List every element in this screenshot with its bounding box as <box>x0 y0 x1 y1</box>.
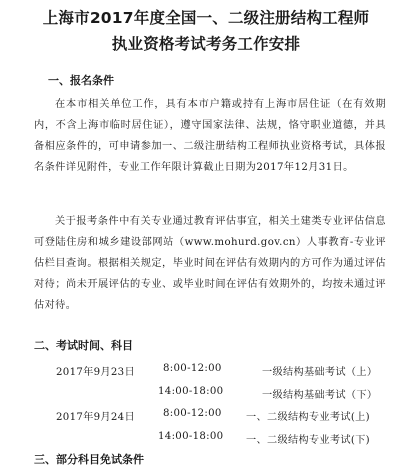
paragraph-registration-conditions: 在本市相关单位工作，具有本市户籍或持有上海市居住证（在有效期内，不含上海市临时居住证），遵守国家法律、法规，恪守职业道德，并具备相应条件的，可申请参加一、二级注册结构工程师执业资格考试，具体报名条件详见附件，专业工作年限计算截止日期为2017年12月31日。 <box>34 99 386 173</box>
schedule-subject: 一、二级结构专业考试(下) <box>246 435 370 446</box>
schedule-date: 2017年9月23日 <box>56 367 135 378</box>
schedule-subject: 一、二级结构专业考试(上) <box>246 412 370 423</box>
schedule-date: 2017年9月24日 <box>56 412 135 423</box>
schedule-time: 14:00-18:00 <box>158 431 224 442</box>
schedule-time: 8:00-12:00 <box>163 363 222 374</box>
section-heading-registration: 一、报名条件 <box>48 74 114 87</box>
paragraph-education-evaluation: 关于报考条件中有关专业通过教育评估事宜，相关土建类专业评估信息可登陆住房和城乡建设部网站（www.mohurd.gov.cn）人事教育-专业评估栏目查询。根据相关规定，毕业时间在评估有效期内的方可作为通过评估对待；尚未开展评估的专业、或毕业时间在评估有效期外的，均按未通过评估对待。 <box>34 216 386 311</box>
document-title-line1: 上海市2017年度全国一、二级注册结构工程师 <box>42 9 370 27</box>
schedule-time: 14:00-18:00 <box>158 386 224 397</box>
section-heading-exam-schedule: 二、考试时间、科目 <box>34 339 133 352</box>
schedule-time: 8:00-12:00 <box>163 408 222 419</box>
section-heading-exemption: 三、部分科目免试条件 <box>34 453 144 466</box>
schedule-subject: 一级结构基础考试（上） <box>262 367 378 378</box>
document-title-line2: 执业资格考试考务工作安排 <box>111 35 301 53</box>
schedule-subject: 一级结构基础考试（下） <box>262 390 378 401</box>
